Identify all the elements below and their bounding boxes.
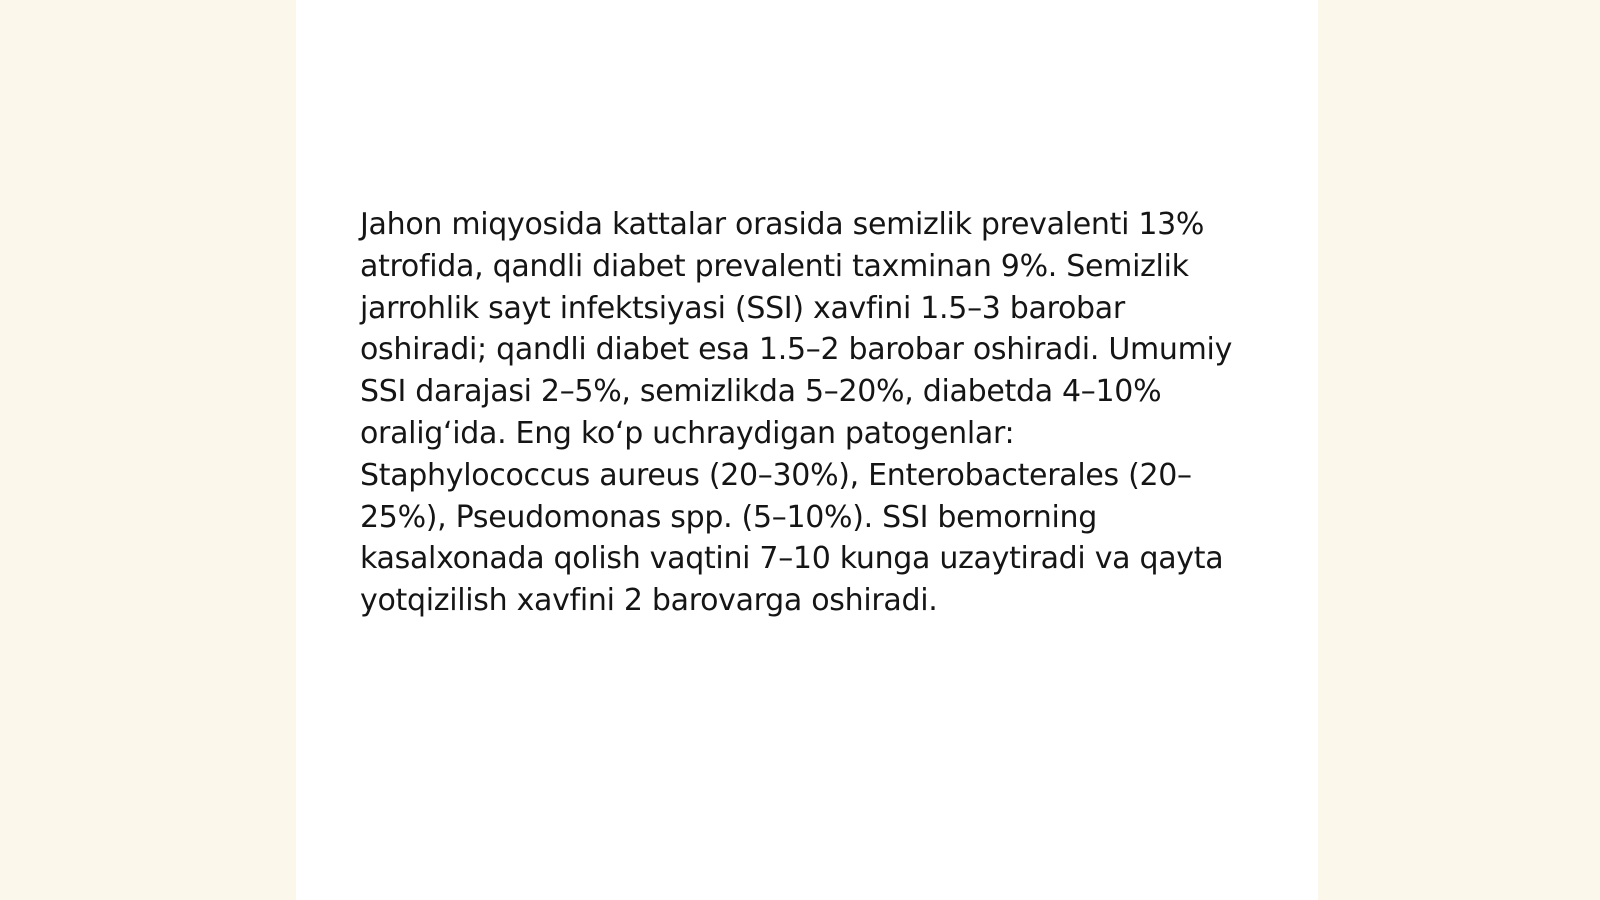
slide-panel <box>296 0 1318 900</box>
body-paragraph: Jahon miqyosida kattalar orasida semizlik prevalenti 13% atrofida, qandli diabet prevalenti taxminan 9%. Semizlik jarrohlik sayt infektsiyasi (SSI) xavfini 1.5–3 barobar oshiradi; qandli diabet esa 1.5–2 barobar oshiradi. Umumiy SSI darajasi 2–5%, semizlikda 5–20%, diabetda 4–10% oralig‘ida. Eng ko‘p uchraydigan patogenlar: Staphylococcus aureus (20–30%), Enterobacterales (20–25%), Pseudomonas spp. (5–10%). SSI bemorning kasalxonada qolish vaqtini 7–10 kunga uzaytiradi va qayta yotqizilish xavfini 2 barovarga oshiradi. <box>360 207 1233 619</box>
